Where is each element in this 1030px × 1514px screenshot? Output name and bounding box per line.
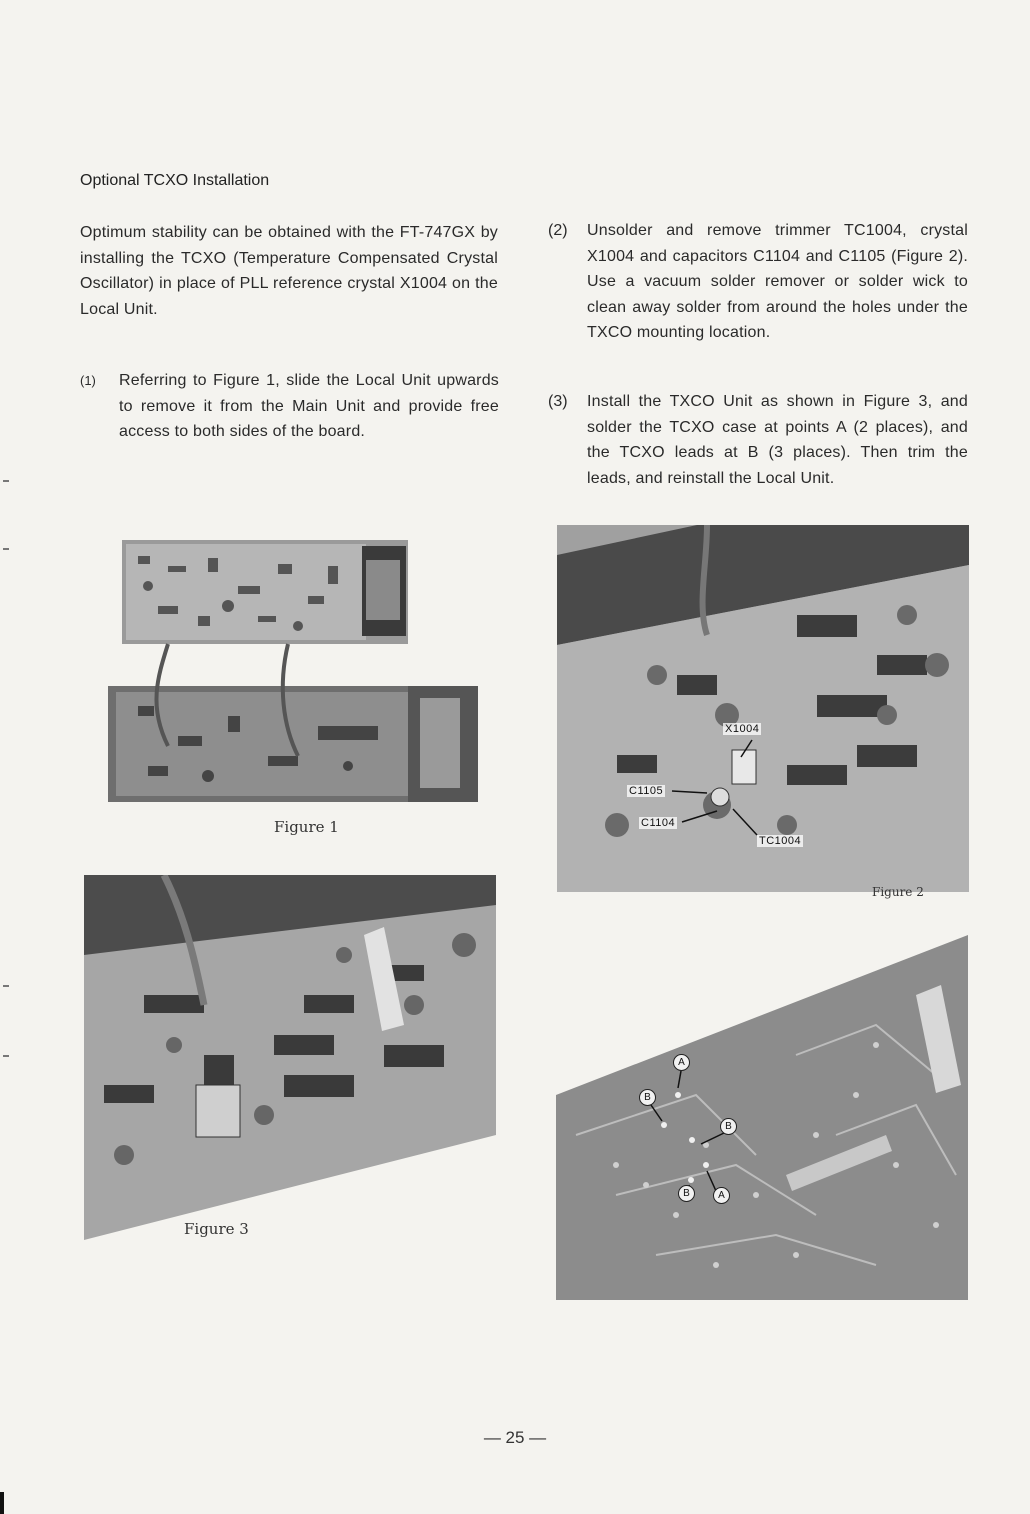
marker-b-right: B — [720, 1118, 737, 1135]
marker-a-top: A — [673, 1054, 690, 1071]
marker-b-bottom: B — [678, 1185, 695, 1202]
label-c1104: C1104 — [641, 817, 676, 829]
figure-3-illustration — [84, 875, 496, 1240]
step-2-number: (2) — [548, 222, 568, 239]
figure-4-photo — [556, 935, 968, 1300]
step-2-text: Unsolder and remove trimmer TC1004, crystal X1004 and capacitors C1104 and C1105 (Figure 2). Use a vacuum solder remover or solder wick to clean away solder from around the holes under the TXCO mounting location. — [587, 222, 968, 341]
figure-2-caption: Figure 2 — [872, 885, 924, 899]
step-1-number: (1) — [80, 373, 96, 388]
margin-mark — [3, 480, 9, 482]
step-3-text: Install the TXCO Unit as shown in Figure 3, and solder the TCXO case at points A (2 places), and the TCXO leads at B (3 places). Then trim the leads, and reinstall the Local Unit. — [587, 393, 968, 487]
figure-1-illustration — [108, 536, 480, 802]
margin-mark — [3, 985, 9, 987]
step-3-number: (3) — [548, 393, 568, 410]
label-c1105: C1105 — [629, 785, 664, 797]
figure-3-photo — [84, 875, 496, 1240]
marker-b-left: B — [639, 1089, 656, 1106]
figure-2-photo — [557, 525, 969, 892]
page-number: — 25 — — [483, 1428, 547, 1447]
figure-1-photo — [108, 536, 480, 802]
label-x1004: X1004 — [725, 723, 760, 735]
margin-mark — [3, 1055, 9, 1057]
binding-mark — [0, 1492, 4, 1514]
section-heading: Optional TCXO Installation — [80, 172, 270, 189]
margin-mark — [3, 548, 9, 550]
marker-a-bottom: A — [713, 1187, 730, 1204]
step-1-text: Referring to Figure 1, slide the Local Unit upwards to remove it from the Main Unit and provide free access to both sides of the board. — [119, 372, 499, 440]
intro-paragraph: Optimum stability can be obtained with the FT-747GX by installing the TCXO (Temperature Compensated Crystal Oscillator) in place of PLL reference crystal X1004 on the Local Unit. — [80, 224, 498, 318]
label-tc1004: TC1004 — [759, 835, 802, 847]
figure-1-caption: Figure 1 — [274, 818, 339, 836]
figure-3-caption: Figure 3 — [184, 1220, 249, 1238]
figure-4-illustration — [556, 935, 968, 1300]
